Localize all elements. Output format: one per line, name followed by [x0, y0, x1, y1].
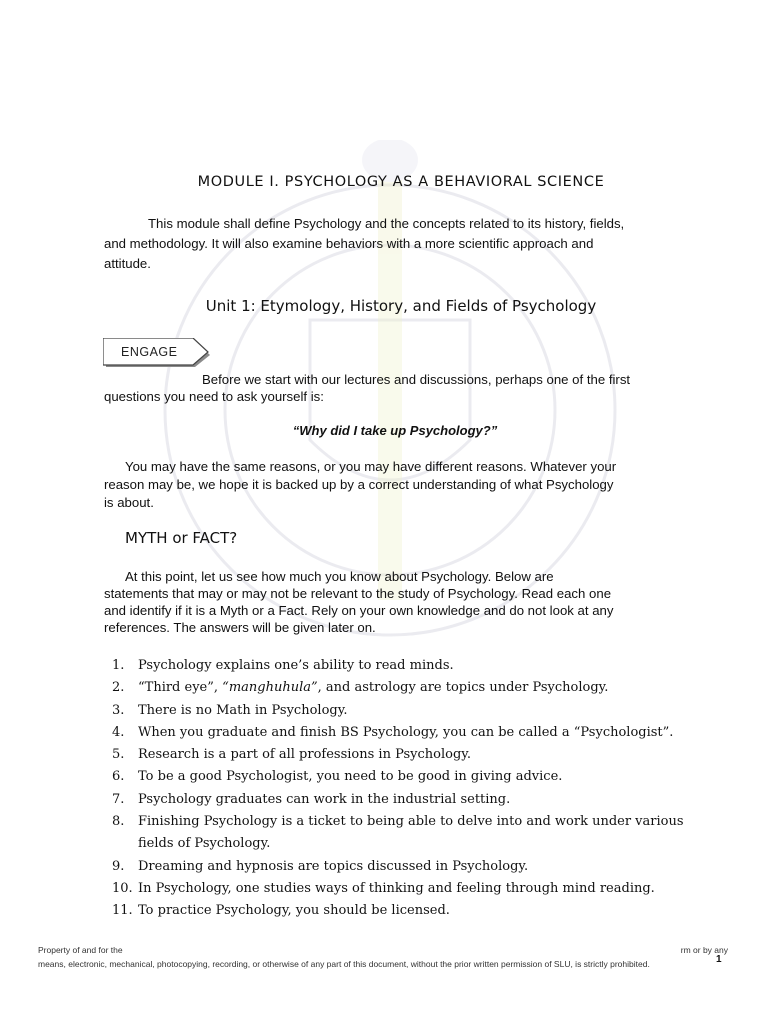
list-item: 6. To be a good Psychologist, you need to be good in giving advice.: [112, 769, 563, 785]
myth-intro-line-1: At this point, let us see how much you know about Psychology. Below are: [125, 569, 554, 584]
module-title: MODULE I. PSYCHOLOGY AS A BEHAVIORAL SCIENCE: [197, 174, 605, 190]
footer-right-fragment: rm or by any: [680, 945, 728, 955]
intro-line-3: attitude.: [104, 256, 151, 271]
list-item: 7. Psychology graduates can work in the industrial setting.: [112, 791, 511, 807]
copyright-footer: [38, 943, 728, 971]
engage-line-2: questions you need to ask yourself is:: [104, 389, 324, 404]
reasons-line-3: is about.: [104, 495, 154, 510]
engage-tag: [103, 338, 213, 368]
key-question: “Why did I take up Psychology?”: [292, 423, 498, 438]
myth-intro-line-2: statements that may or may not be relevant to the study of Psychology. Read each one: [104, 586, 612, 601]
list-item: 2. “Third eye”, “manghuhula”, and astrology are topics under Psychology.: [112, 680, 609, 696]
myth-intro-line-4: references. The answers will be given later on.: [104, 620, 376, 635]
list-item: 9. Dreaming and hypnosis are topics discussed in Psychology.: [112, 858, 529, 874]
footer-left-fragment: Property of and for the: [38, 945, 123, 955]
list-item: 4. When you graduate and finish BS Psychology, you can be called a “Psychologist”.: [112, 724, 674, 740]
list-item: 10. In Psychology, one studies ways of thinking and feeling through mind reading.: [112, 880, 655, 896]
intro-line-2: and methodology. It will also examine behaviors with a more scientific approach and: [104, 236, 594, 251]
engage-label: ENGAGE: [121, 345, 178, 359]
reasons-line-1: You may have the same reasons, or you may have different reasons. Whatever your: [125, 459, 617, 474]
page-number: 1: [716, 954, 722, 965]
engage-line-1: Before we start with our lectures and discussions, perhaps one of the first: [202, 372, 631, 387]
list-item: 11. To practice Psychology, you should be licensed.: [112, 903, 450, 919]
list-item: 8. Finishing Psychology is a ticket to being able to delve into and work under various fields of Psychology.: [112, 814, 684, 852]
list-item: 3. There is no Math in Psychology.: [112, 702, 348, 718]
reasons-line-2: reason may be, we hope it is backed up by a correct understanding of what Psychology: [104, 477, 614, 492]
intro-line-1: This module shall define Psychology and the concepts related to its history, fields,: [148, 216, 625, 231]
myth-intro-line-3: and identify if it is a Myth or a Fact. Rely on your own knowledge and do not look at any: [104, 603, 614, 618]
footer-line-2: means, electronic, mechanical, photocopying, recording, or otherwise of any part of this document, without the prior written permission of SLU, is strictly prohibited.: [38, 959, 650, 969]
statements-list: [112, 655, 712, 923]
list-item: 1. Psychology explains one’s ability to read minds.: [112, 658, 454, 673]
myth-or-fact-heading: MYTH or FACT?: [125, 529, 238, 547]
emphasized-term: “manghuhula”: [222, 680, 318, 696]
unit-title: Unit 1: Etymology, History, and Fields of Psychology: [205, 297, 597, 315]
list-item: 5. Research is a part of all professions in Psychology.: [112, 747, 472, 763]
